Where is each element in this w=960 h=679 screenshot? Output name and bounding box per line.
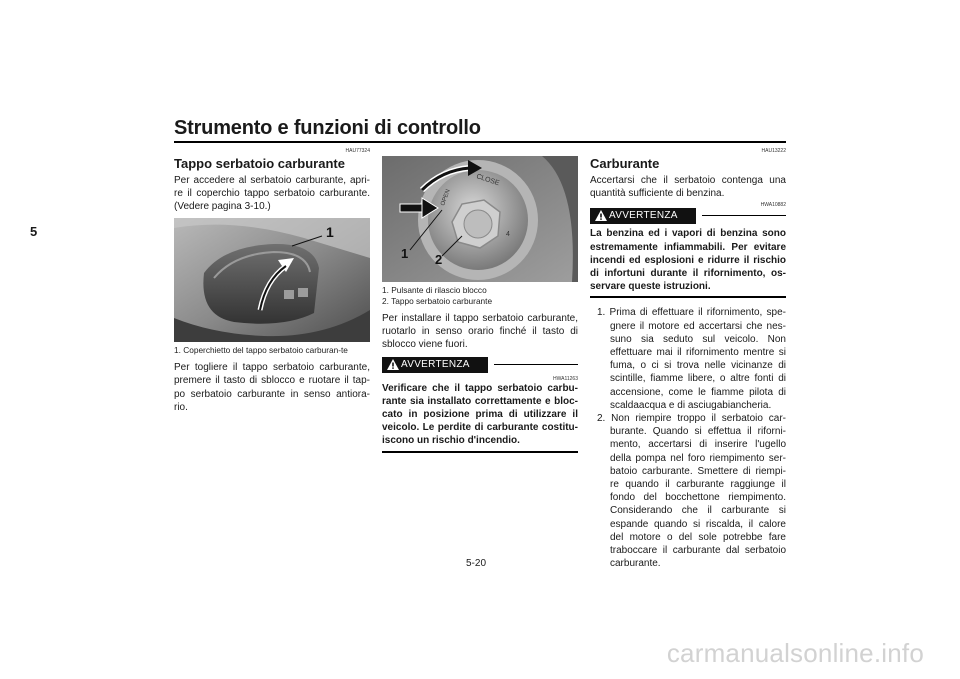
section-code: HAU77324 <box>345 148 370 154</box>
column-fuel-tank-cap <box>174 148 370 414</box>
title-rule <box>174 141 786 143</box>
photo-callout-2: 2 <box>435 252 443 267</box>
warning-text: La benzina ed i vapori di benzina sono estremamente infiammabili. Per evitare incendi ed esplosioni e ridurre il rischio di infortuni durante il rifornimento, os-servare queste istruzioni. <box>590 228 786 293</box>
photo-label-close: CLOSE <box>475 173 501 188</box>
warning-triangle-icon <box>595 210 607 221</box>
photo-captions <box>174 345 370 356</box>
caption-item: 2. Tappo serbatoio carburante <box>382 295 493 306</box>
warning-code: HWA11263 <box>552 375 578 382</box>
column-fuel <box>590 148 786 570</box>
page-title: Strumento e funzioni di controllo <box>174 117 481 139</box>
warning-header <box>382 357 578 373</box>
photo-fuel-cap-open-illustration <box>382 156 578 282</box>
warning-label: AVVERTENZA <box>609 210 678 222</box>
instruction-item: 2. Non riempire troppo il serbatoio car-burante. Quando si effettua il riforni-mento, accertarsi di inserire l'ugello della pompa nel foro riempimento ser-batoio carburante. Smettere di riempi-re quando il carburante raggiunge il fondo del bocchettone riempimento. Considerando che il carburante si espande quando si riscalda, il calore del motore o del sole potrebbe fare traboccare il carburante dal serbatoio carburante. <box>597 413 786 570</box>
body-paragraph: Per togliere il tappo serbatoio carburante, premere il tasto di sblocco e ruotare il tap-po serbatoio carburante in senso antiora-rio. <box>174 362 370 413</box>
warning-rule <box>494 364 578 365</box>
chapter-tab: 5 <box>30 224 38 239</box>
caption-item: 1. Pulsante di rilascio blocco <box>382 285 487 295</box>
caption-item: 1. Coperchietto del tappo serbatoio carburan-te <box>174 344 348 355</box>
column-cap-install <box>382 148 578 453</box>
photo-label-open: OPEN <box>440 188 452 207</box>
instruction-list <box>590 306 786 570</box>
section-heading-fuel-tank-cap: Tappo serbatoio carburante <box>174 156 345 171</box>
photo-callout-1: 1 <box>326 223 334 240</box>
warning-badge <box>590 208 696 224</box>
warning-triangle-icon <box>387 359 399 370</box>
section-heading-fuel: Carburante <box>590 156 660 171</box>
warning-text: Verificare che il tappo serbatoio carbu-rante sia installato correttamente e bloc-cato in posizione prima di utilizzare il veicolo. Le perdite di carburante costitu-iscono un rischio d'incendio. <box>382 382 578 447</box>
photo-callout-1: 1 <box>401 246 409 261</box>
warning-badge <box>382 357 488 373</box>
photo-fuel-cap-cover-illustration <box>174 218 370 342</box>
warning-code: HWA10882 <box>760 202 786 209</box>
instruction-item: 1. Prima di effettuare il rifornimento, spe-gnere il motore ed accertarsi che nes-suno sia seduto sul veicolo. Non effettuare mai il rifornimento mentre si fuma, o ci si trova nelle vicinanze di scintille, fiamme libere, o altre fonti di accensione, come le fiamme pilota di scaldaacqua e di asciugabiancheria. <box>597 307 786 411</box>
page-number: 5-20 <box>466 558 487 569</box>
warning-label: AVVERTENZA <box>401 358 470 370</box>
photo-fuel-cap-cover <box>174 218 370 342</box>
watermark: carmanualsonline.info <box>666 638 924 668</box>
warning-rule <box>702 215 786 216</box>
warning-header <box>590 208 786 224</box>
photo-label-four: 4 <box>506 231 510 238</box>
warning-bottom-rule <box>590 296 786 298</box>
section-code: HAU13222 <box>761 148 786 154</box>
warning-bottom-rule <box>382 451 578 453</box>
photo-captions <box>382 285 578 306</box>
intro-paragraph: Accertarsi che il serbatoio contenga una quantità sufficiente di benzina. <box>590 175 786 200</box>
body-paragraph: Per installare il tappo serbatoio carburante, ruotarlo in senso orario finché il tasto di sblocco viene fuori. <box>382 313 578 351</box>
intro-paragraph: Per accedere al serbatoio carburante, apri-re il coperchio tappo serbatoio carburante. (Vedere pagina 3-10.) <box>174 175 370 213</box>
photo-fuel-cap-open <box>382 156 578 282</box>
